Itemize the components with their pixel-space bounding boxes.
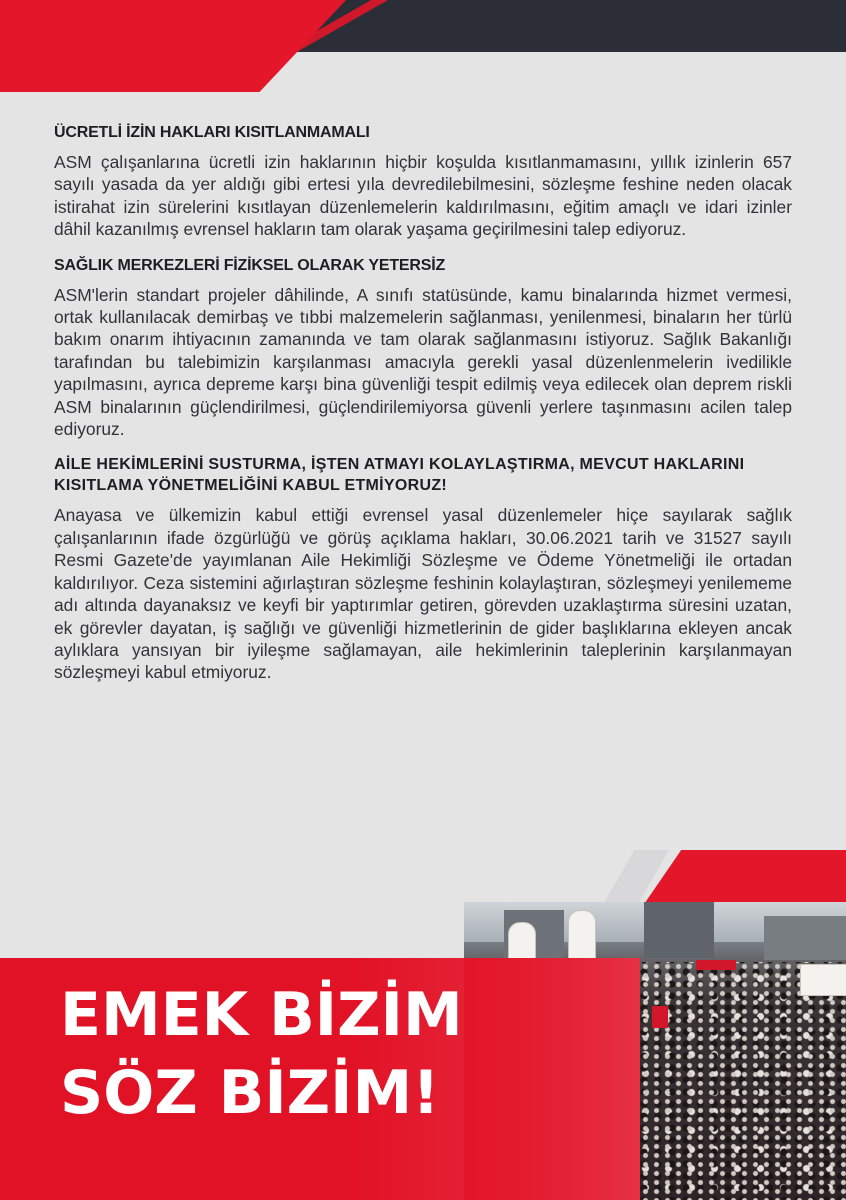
slogan-line: EMEK BİZİM xyxy=(60,980,463,1050)
section-paragraph: ASM'lerin standart projeler dâhilinde, A sınıfı statüsünde, kamu binalarında hizmet vermesi, ortak kullanılacak demirbaş ve tıbbi malzemelerin sağlanması, yenilenmesi, binaların her türlü bakım onarım ihtiyacının zamanında ve tam olarak sağlanmasını istiyoruz. Sağlık Bakanlığı tarafından bu talebimizin karşılanması amacıyla gerekli yasal düzenlenmelerin ivedilikle yapılmasını, ayrıca depreme karşı bina güvenliği tespit edilmiş veya edilecek olan deprem riskli ASM binalarının güçlendirilmesi, güçlendirilemiyorsa güvenli yerlere taşınmasını acilen talep ediyoruz. xyxy=(54,284,792,440)
section-heading: ÜCRETLİ İZİN HAKLARI KISITLANMAMALI xyxy=(54,124,370,141)
photo-sign xyxy=(800,964,846,996)
article-body xyxy=(54,114,792,694)
section-heading: AİLE HEKİMLERİNİ SUSTURMA, İŞTEN ATMAYI KOLAYLAŞTIRMA, MEVCUT HAKLARINI KISITLAMA YÖNETMELİĞİNİ KABUL ETMİYORUZ! xyxy=(54,456,745,495)
photo-flag xyxy=(696,960,736,970)
photo-building xyxy=(644,902,714,958)
section-paragraph: ASM çalışanlarına ücretli izin haklarının hiçbir koşulda kısıtlanmamasını, yıllık izinlerin 657 sayılı yasada da yer aldığı gibi ertesi yıla devredilebilmesini, sözleşme feshine neden olacak istirahat izin sürelerini kısıtlayan düzenlemelerin kaldırılmasını, eğitim amaçlı ve idari izinler dâhil kazanılmış evrensel hakların tam olarak yaşama geçirilmesini talep ediyoruz. xyxy=(54,152,792,240)
decorative-red-shape xyxy=(640,850,846,910)
photo-building xyxy=(764,916,846,960)
photo-flag xyxy=(652,1006,668,1028)
section-paragraph: Anayasa ve ülkemizin kabul ettiği evrensel yasal düzenlemeler hiçe sayılarak sağlık çalışanlarının ifade özgürlüğü ve görüş açıklama hakları, 30.06.2021 tarih ve 31527 sayılı Resmi Gazete'de yayımlanan Aile Hekimliği Sözleşme ve Ödeme Yönetmeliği ile ortadan kaldırılıyor. Ceza sistemini ağırlaştıran sözleşme feshinin kolaylaştıran, sözleşmeyi yenilememe adı altında dayanaksız ve keyfi bir yaptırımlar getiren, görevden uzaklaştırma süresini uzatan, ek görevler dayatan, iş sağlığı ve güvenliği hizmetlerinin de gider başlıklarına ekleyen ancak aylıklara yansıyan bir iyileşme sağlamayan, aile hekimlerinin taleplerinin karşılanmayan sözleşmeyi kabul etmiyoruz. xyxy=(54,505,792,683)
slogan xyxy=(60,976,480,1132)
slogan-line: SÖZ BİZİM! xyxy=(60,1058,440,1128)
photo-red-overlay xyxy=(464,958,640,1200)
section-heading: SAĞLIK MERKEZLERİ FİZİKSEL OLARAK YETERSİZ xyxy=(54,256,446,274)
